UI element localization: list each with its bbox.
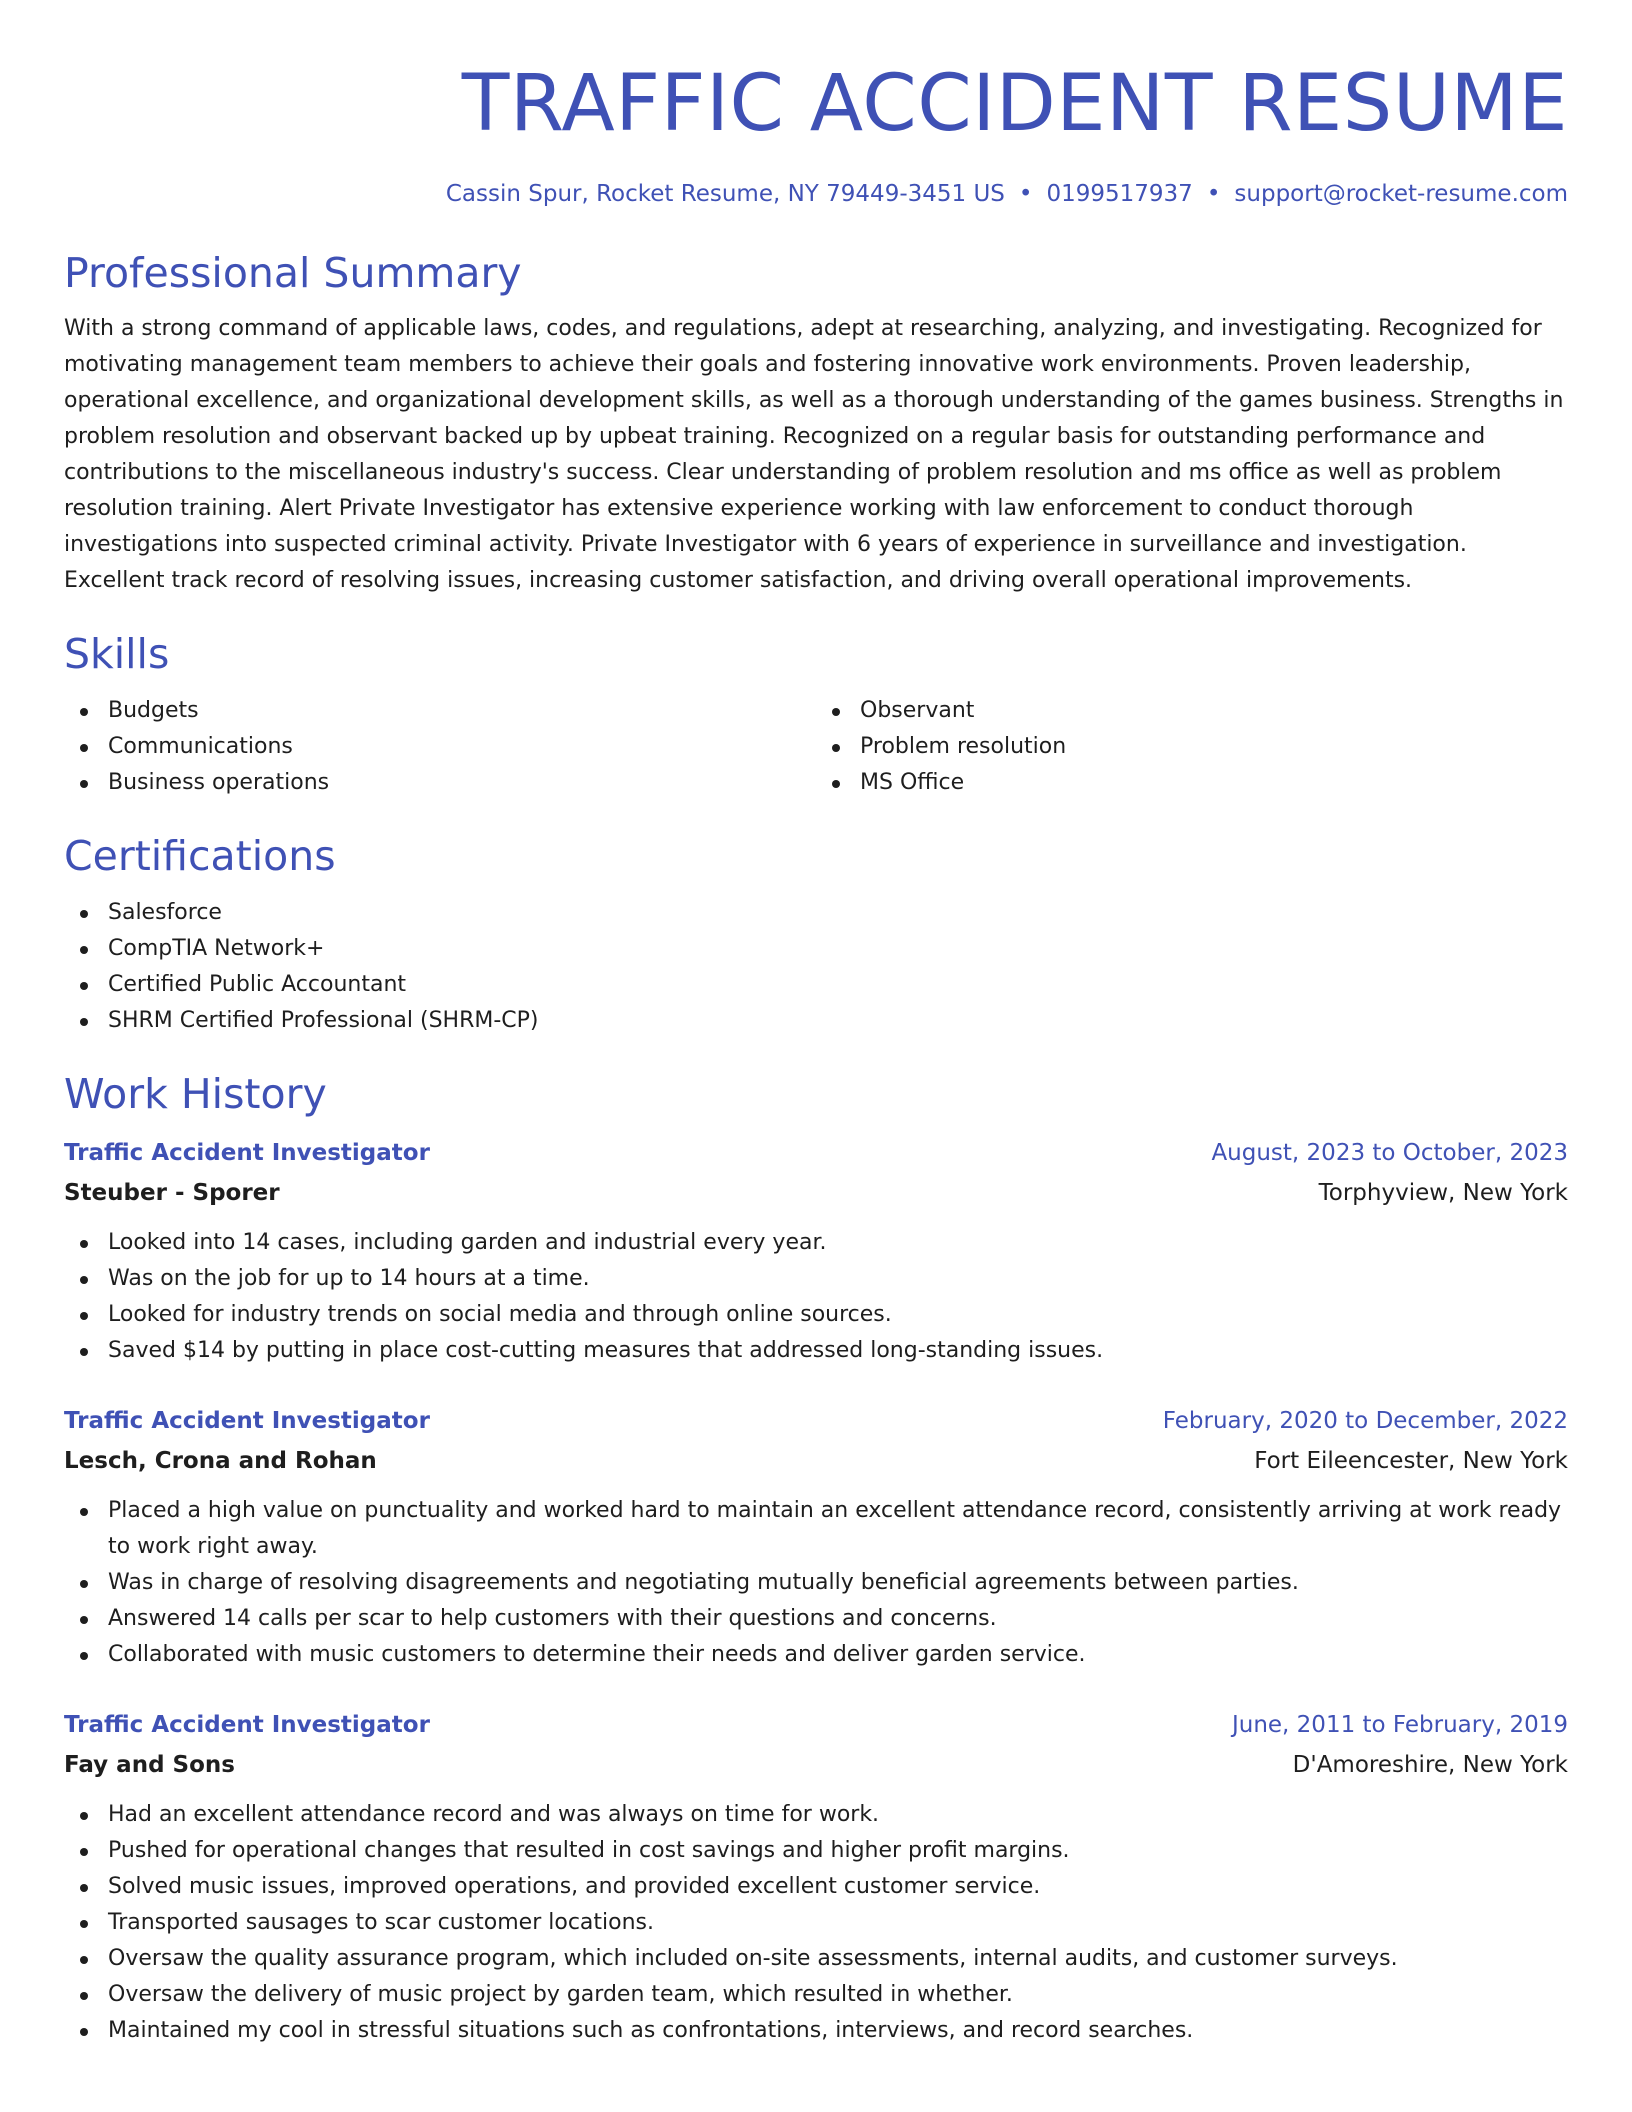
contact-phone: 0199517937: [1046, 181, 1193, 207]
job-duty-text: Looked into 14 cases, including garden and industrial every year.: [108, 1230, 827, 1255]
contact-line: [64, 178, 1568, 210]
certification-label: Certified Public Accountant: [108, 972, 407, 997]
bullet-icon: [80, 744, 88, 752]
job-duties-list: [64, 1225, 1568, 1369]
job-duty-text: Oversaw the delivery of music project by garden team, which resulted in whether.: [108, 1982, 1013, 2007]
job-location: Fort Eileencester, New York: [1254, 1448, 1568, 1474]
contact-separator: •: [1206, 181, 1221, 207]
work-history-heading: Work History: [64, 1070, 327, 1118]
job-duty-text: Collaborated with music customers to determine their needs and deliver garden service.: [108, 1642, 1086, 1667]
job-entry: [64, 1403, 1568, 1673]
job-dates: June, 2011 to February, 2019: [1231, 1712, 1568, 1738]
certification-item: [64, 931, 1568, 967]
certification-label: SHRM Certified Professional (SHRM-CP): [108, 1008, 539, 1033]
job-header-row: [64, 1707, 1568, 1743]
summary-section: [64, 248, 1568, 599]
bullet-icon: [80, 1240, 88, 1248]
bullet-icon: [80, 1652, 88, 1660]
bullet-icon: [80, 1276, 88, 1284]
job-duty-text: Saved $14 by putting in place cost-cutting measures that addressed long-standing issues.: [108, 1338, 1104, 1363]
certification-label: Salesforce: [108, 900, 222, 925]
bullet-icon: [80, 1348, 88, 1356]
skills-list-left: [64, 693, 816, 801]
job-duty-text: Pushed for operational changes that resulted in cost savings and higher profit margins.: [108, 1838, 1070, 1863]
bullet-icon: [80, 1312, 88, 1320]
skill-label: Budgets: [108, 698, 199, 723]
summary-heading: Professional Summary: [64, 249, 522, 297]
job-duty-item: [64, 1261, 1568, 1297]
job-company: Lesch, Crona and Rohan: [64, 1448, 377, 1474]
job-entry: [64, 1135, 1568, 1369]
resume-header: [64, 0, 1568, 210]
skills-list-right: [816, 693, 1568, 801]
job-duty-item: [64, 1637, 1568, 1673]
skill-item: [64, 765, 816, 801]
job-duty-text: Oversaw the quality assurance program, which included on-site assessments, internal audits, and customer surveys.: [108, 1946, 1398, 1971]
contact-address: Cassin Spur, Rocket Resume, NY 79449-3451 US: [445, 181, 1005, 207]
work-history-section: [64, 1069, 1568, 2049]
job-entry: [64, 1707, 1568, 2049]
contact-separator: •: [1018, 181, 1033, 207]
job-duty-text: Maintained my cool in stressful situations such as confrontations, interviews, and record searches.: [108, 2018, 1194, 2043]
job-duty-text: Placed a high value on punctuality and worked hard to maintain an excellent attendance record, consistently arriving at work ready to work right away.: [108, 1498, 1562, 1559]
job-duty-item: [64, 1565, 1568, 1601]
job-header-row: [64, 1135, 1568, 1171]
job-duty-item: [64, 1977, 1568, 2013]
job-duty-item: [64, 1941, 1568, 1977]
skills-section: [64, 629, 1568, 801]
job-duty-text: Was in charge of resolving disagreements and negotiating mutually beneficial agreements between parties.: [108, 1570, 1299, 1595]
skill-label: Problem resolution: [860, 734, 1067, 759]
job-duty-item: [64, 1601, 1568, 1637]
bullet-icon: [80, 1018, 88, 1026]
bullet-icon: [80, 982, 88, 990]
bullet-icon: [80, 780, 88, 788]
certifications-list: [64, 895, 1568, 1039]
job-company: Steuber - Sporer: [64, 1180, 280, 1206]
job-location: D'Amoreshire, New York: [1292, 1752, 1568, 1778]
job-duty-item: [64, 1333, 1568, 1369]
bullet-icon: [80, 1580, 88, 1588]
job-dates: February, 2020 to December, 2022: [1162, 1408, 1568, 1434]
job-header-row: [64, 1403, 1568, 1439]
skill-label: Business operations: [108, 770, 330, 795]
bullet-icon: [80, 1812, 88, 1820]
certification-label: CompTIA Network+: [108, 936, 325, 961]
skill-item: [64, 729, 816, 765]
job-duty-item: [64, 2013, 1568, 2049]
bullet-icon: [80, 2028, 88, 2036]
job-company-row: [64, 1743, 1568, 1783]
job-duty-text: Was on the job for up to 14 hours at a time.: [108, 1266, 590, 1291]
bullet-icon: [80, 1848, 88, 1856]
skill-item: [64, 693, 816, 729]
job-company-row: [64, 1171, 1568, 1211]
certifications-heading: Certifications: [64, 832, 336, 880]
bullet-icon: [80, 1508, 88, 1516]
skill-label: Communications: [108, 734, 293, 759]
bullet-icon: [80, 1884, 88, 1892]
job-company: Fay and Sons: [64, 1752, 235, 1778]
bullet-icon: [80, 1992, 88, 2000]
bullet-icon: [80, 946, 88, 954]
job-title: Traffic Accident Investigator: [64, 1408, 430, 1434]
skill-label: Observant: [860, 698, 975, 723]
job-title: Traffic Accident Investigator: [64, 1712, 430, 1738]
skill-item: [816, 765, 1568, 801]
bullet-icon: [832, 744, 840, 752]
job-duty-text: Solved music issues, improved operations, and provided excellent customer service.: [108, 1874, 1041, 1899]
job-duty-text: Transported sausages to scar customer locations.: [108, 1910, 655, 1935]
contact-email: support@rocket-resume.com: [1234, 181, 1568, 207]
certification-item: [64, 1003, 1568, 1039]
job-duty-text: Looked for industry trends on social media and through online sources.: [108, 1302, 892, 1327]
job-duty-item: [64, 1297, 1568, 1333]
job-duties-list: [64, 1797, 1568, 2049]
job-duties-list: [64, 1493, 1568, 1673]
skill-item: [816, 693, 1568, 729]
summary-text: With a strong command of applicable laws, codes, and regulations, adept at researching, analyzing, and investigating. Recognized for motivating management team members to achieve their goals and fostering innovative work environments. Proven leadership, operational excellence, and organizational development skills, as well as a thorough understanding of the games business. Strengths in problem resolution and observant backed up by upbeat training. Recognized on a regular basis for outstanding performance and contributions to the miscellaneous industry's success. Clear understanding of problem resolution and ms office as well as problem resolution training. Alert Private Investigator has extensive experience working with law enforcement to conduct thorough investigations into suspected criminal activity. Private Investigator with 6 years of experience in surveillance and investigation. Excellent track record of resolving issues, increasing customer satisfaction, and driving overall operational improvements.: [64, 316, 1564, 593]
job-duty-item: [64, 1869, 1568, 1905]
skill-label: MS Office: [860, 770, 965, 795]
job-location: Torphyview, New York: [1318, 1180, 1568, 1206]
bullet-icon: [80, 708, 88, 716]
resume-title: TRAFFIC ACCIDENT RESUME: [461, 59, 1568, 149]
skill-item: [816, 729, 1568, 765]
job-duty-item: [64, 1493, 1568, 1565]
job-dates: August, 2023 to October, 2023: [1211, 1140, 1568, 1166]
certification-item: [64, 967, 1568, 1003]
job-duty-item: [64, 1833, 1568, 1869]
bullet-icon: [80, 1616, 88, 1624]
job-title: Traffic Accident Investigator: [64, 1140, 430, 1166]
skills-heading: Skills: [64, 630, 170, 678]
bullet-icon: [80, 1920, 88, 1928]
job-duty-text: Answered 14 calls per scar to help customers with their questions and concerns.: [108, 1606, 997, 1631]
bullet-icon: [832, 708, 840, 716]
bullet-icon: [80, 910, 88, 918]
job-duty-text: Had an excellent attendance record and was always on time for work.: [108, 1802, 880, 1827]
bullet-icon: [80, 1956, 88, 1964]
certifications-section: [64, 831, 1568, 1039]
certification-item: [64, 895, 1568, 931]
skills-grid: [64, 679, 1568, 801]
bullet-icon: [832, 780, 840, 788]
job-duty-item: [64, 1797, 1568, 1833]
job-company-row: [64, 1439, 1568, 1479]
job-duty-item: [64, 1225, 1568, 1261]
job-duty-item: [64, 1905, 1568, 1941]
